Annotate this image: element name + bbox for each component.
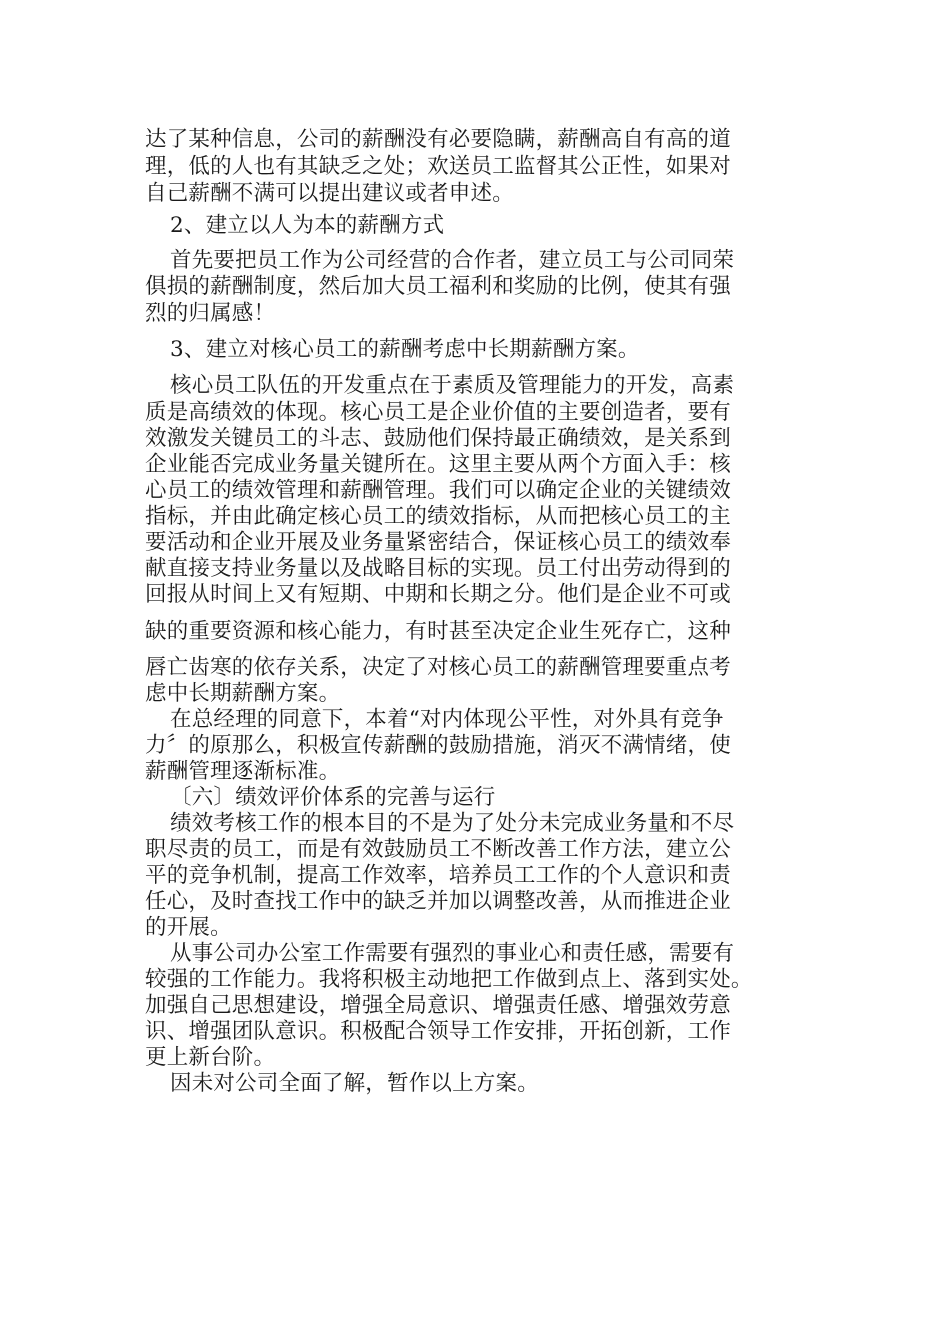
text-line: 任心，及时查找工作中的缺乏并加以调整改善，从而推进企业 [145, 889, 731, 914]
section-heading: 3、建立对核心员工的薪酬考虑中长期薪酬方案。 [170, 337, 640, 362]
text-line: 平的竞争机制，提高工作效率，培养员工工作的个人意识和责 [145, 863, 731, 888]
section-heading: 〔六〕绩效评价体系的完善与运行 [170, 785, 496, 810]
text-line: 核心员工队伍的开发重点在于素质及管理能力的开发，高素 [170, 373, 735, 398]
text-line: 唇亡齿寒的依存关系，决定了对核心员工的薪酬管理要重点考 [145, 655, 731, 680]
text-line: 在总经理的同意下，本着“对内体现公平性，对外具有竞争 [170, 707, 724, 732]
text-line: 自己薪酬不满可以提出建议或者申述。 [145, 181, 514, 206]
text-line: 指标，并由此确定核心员工的绩效指标，从而把核心员工的主 [145, 504, 731, 529]
text-line: 回报从时间上又有短期、中期和长期之分。他们是企业不可或 [145, 582, 731, 607]
text-line: 理，低的人也有其缺乏之处；欢送员工监督其公正性，如果对 [145, 154, 731, 179]
text-line: 俱损的薪酬制度，然后加大员工福利和奖励的比例，使其有强 [145, 274, 731, 299]
text-line: 虑中长期薪酬方案。 [145, 681, 341, 706]
text-line: 的开展。 [145, 915, 232, 940]
text-line: 更上新台阶。 [145, 1045, 276, 1070]
text-line: 烈的归属感！ [145, 301, 276, 326]
text-line: 职尽责的员工，而是有效鼓励员工不断改善工作方法，建立公 [145, 837, 731, 862]
text-line: 要活动和企业开展及业务量紧密结合，保证核心员工的绩效奉 [145, 530, 731, 555]
text-line: 首先要把员工作为公司经营的合作者，建立员工与公司同荣 [170, 248, 735, 273]
text-line: 质是高绩效的体现。核心员工是企业价值的主要创造者，要有 [145, 400, 731, 425]
text-line: 加强自己思想建设，增强全局意识、增强责任感、增强效劳意 [145, 993, 731, 1018]
text-line: 薪酬管理逐渐标准。 [145, 759, 341, 784]
text-line: 献直接支持业务量以及战略目标的实现。员工付出劳动得到的 [145, 556, 731, 581]
text-line: 因未对公司全面了解，暂作以上方案。 [170, 1071, 539, 1096]
text-line: 达了某种信息，公司的薪酬没有必要隐瞒，薪酬高自有高的道 [145, 127, 731, 152]
text-line: 较强的工作能力。我将积极主动地把工作做到点上、落到实处。 [145, 967, 753, 992]
text-line: 识、增强团队意识。积极配合领导工作安排，开拓创新，工作 [145, 1019, 731, 1044]
text-line: 力〞的原那么，积极宣传薪酬的鼓励措施，消灭不满情绪，使 [145, 733, 731, 758]
text-line: 企业能否完成业务量关键所在。这里主要从两个方面入手：核 [145, 452, 731, 477]
text-line: 效激发关键员工的斗志、鼓励他们保持最正确绩效，是关系到 [145, 426, 731, 451]
text-line: 心员工的绩效管理和薪酬管理。我们可以确定企业的关键绩效 [145, 478, 731, 503]
section-heading: 2、建立以人为本的薪酬方式 [170, 213, 445, 238]
text-line: 缺的重要资源和核心能力，有时甚至决定企业生死存亡，这种 [145, 619, 731, 644]
text-line: 绩效考核工作的根本目的不是为了处分未完成业务量和不尽 [170, 811, 735, 836]
text-line: 从事公司办公室工作需要有强烈的事业心和责任感，需要有 [170, 941, 735, 966]
